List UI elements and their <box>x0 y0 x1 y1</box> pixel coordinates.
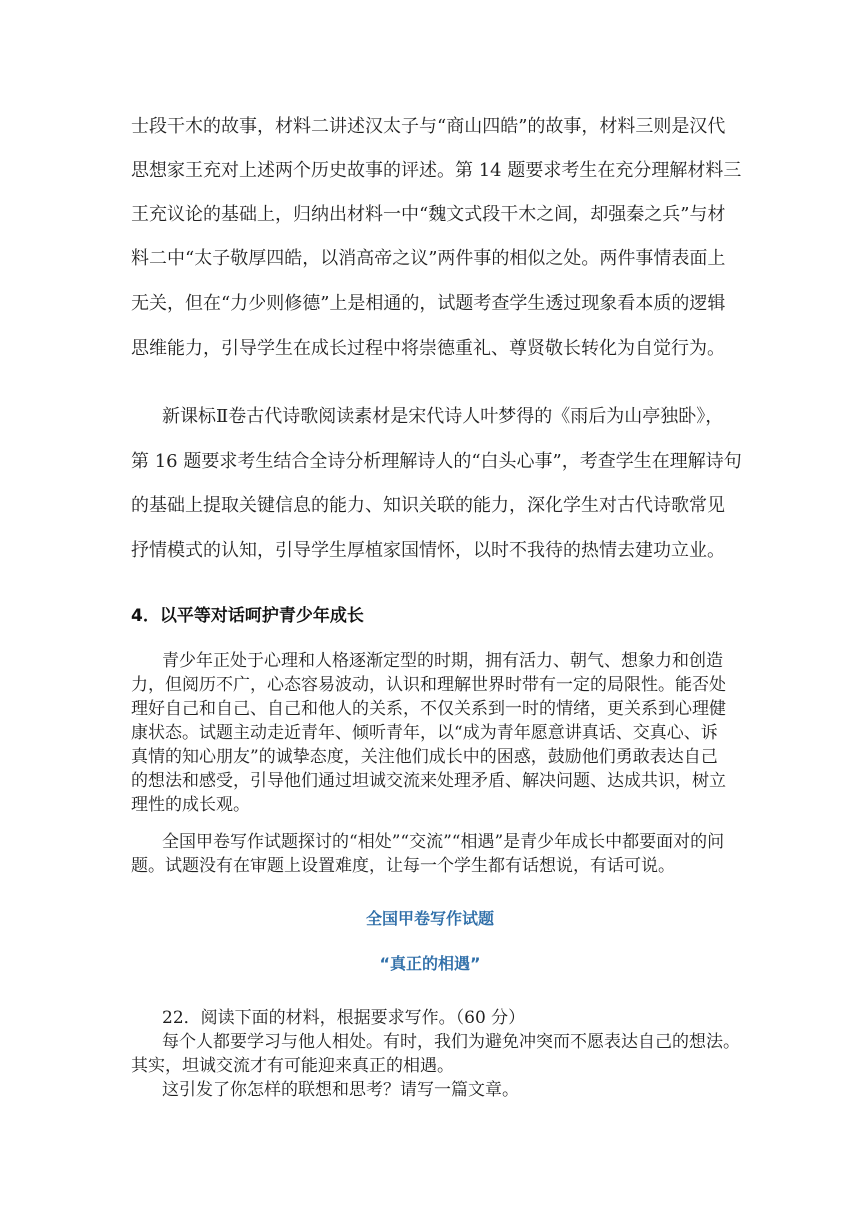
para3-line-2: 力，但阅历不广，心态容易波动，认识和理解世界时带有一定的局限性。能否处 <box>131 675 726 695</box>
para1-line-6: 思维能力，引导学生在成长过程中将崇德重礼、尊贤敬长转化为自觉行为。 <box>131 338 725 359</box>
question-material-line-2: 其实，坦诚交流才有可能迎来真正的相遇。 <box>131 1056 454 1076</box>
para4-line-2: 题。试题没有在审题上设置难度，让每一个学生都有话想说，有话可说。 <box>131 856 675 876</box>
section-heading: 4．以平等对话呵护青少年成长 <box>131 606 364 626</box>
para2-line-2: 第 16 题要求考生结合全诗分析理解诗人的“白头心事”，考查学生在理解诗句 <box>131 451 742 472</box>
writing-subtitle: “真正的相遇” <box>379 954 481 973</box>
para3-line-1: 青少年正处于心理和人格逐渐定型的时期，拥有活力、朝气、想象力和创造 <box>162 651 723 671</box>
question-material-line-1: 每个人都要学习与他人相处。有时，我们为避免冲突而不愿表达自己的想法。 <box>162 1032 740 1052</box>
para1-line-1: 士段干木的故事，材料二讲述汉太子与“商山四皓”的故事，材料三则是汉代 <box>131 116 726 137</box>
para2-line-3: 的基础上提取关键信息的能力、知识关联的能力，深化学生对古代诗歌常见 <box>131 495 725 516</box>
para2-line-4: 抒情模式的认知，引导学生厚植家国情怀，以时不我待的热情去建功立业。 <box>131 540 725 561</box>
para4-line-1: 全国甲卷写作试题探讨的“相处”“交流”“相遇”是青少年成长中都要面对的问 <box>162 832 725 852</box>
para2-line-1: 新课标Ⅱ卷古代诗歌阅读素材是宋代诗人叶梦得的《雨后为山亭独卧》， <box>162 406 724 427</box>
para1-line-5: 无关，但在“力少则修德”上是相通的，试题考查学生透过现象看本质的逻辑 <box>131 293 726 314</box>
para3-line-5: 真情的知心朋友”的诚挚态度，关注他们成长中的困惑，鼓励他们勇敢表达自己 <box>131 747 718 767</box>
para1-line-2: 思想家王充对上述两个历史故事的评述。第 14 题要求考生在充分理解材料三 <box>131 160 742 181</box>
para3-line-6: 的想法和感受，引导他们通过坦诚交流来处理矛盾、解决问题、达成共识，树立 <box>131 771 726 791</box>
question-instruction: 这引发了你怎样的联想和思考？请写一篇文章。 <box>162 1080 519 1100</box>
para3-line-4: 康状态。试题主动走近青年、倾听青年，以“成为青年愿意讲真话、交真心、诉 <box>131 723 718 743</box>
para3-line-3: 理好自己和自己、自己和他人的关系，不仅关系到一时的情绪，更关系到心理健 <box>131 699 726 719</box>
question-prompt: 22．阅读下面的材料，根据要求写作。（60 分） <box>162 1008 526 1028</box>
para1-line-3: 王充议论的基础上，归纳出材料一中“魏文式段干木之闾，却强秦之兵”与材 <box>131 204 726 225</box>
para1-line-4: 料二中“太子敬厚四皓，以消高帝之议”两件事的相似之处。两件事情表面上 <box>131 248 726 269</box>
writing-title: 全国甲卷写作试题 <box>365 909 494 928</box>
para3-line-7: 理性的成长观。 <box>131 795 250 815</box>
